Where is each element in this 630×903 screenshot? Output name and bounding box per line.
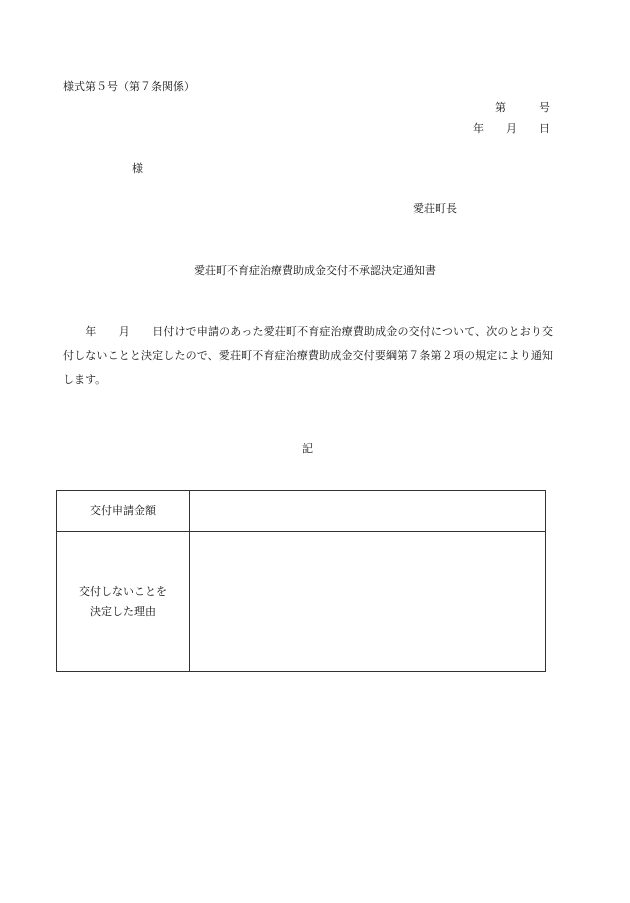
form-number: 様式第５号（第７条関係） <box>63 80 195 93</box>
issuer-name: 愛荘町長 <box>413 202 457 215</box>
addressee-honorific: 様 <box>132 162 143 175</box>
reason-value <box>190 532 546 672</box>
document-number: 第 号 <box>495 101 550 114</box>
reason-label <box>57 532 190 672</box>
ki-heading: 記 <box>302 442 313 455</box>
notice-body: 年 月 日付けで申請のあった愛荘町不育症治療費助成金の交付について、次のとおり交付しないことと決定したので、愛荘町不育症治療費助成金交付要綱第７条第２項の規定により通知します。 <box>63 325 553 386</box>
issue-date: 年 月 日 <box>473 122 550 135</box>
document-title: 愛荘町不育症治療費助成金交付不承認決定通知書 <box>194 264 436 277</box>
application-amount-value <box>190 491 546 532</box>
table-row <box>57 532 546 672</box>
table-row <box>57 491 546 532</box>
reason-label-line2: 決定した理由 <box>90 604 156 618</box>
reason-label-line1: 交付しないことを <box>79 584 167 598</box>
application-amount-label: 交付申請金額 <box>57 491 190 532</box>
detail-table <box>56 490 546 672</box>
